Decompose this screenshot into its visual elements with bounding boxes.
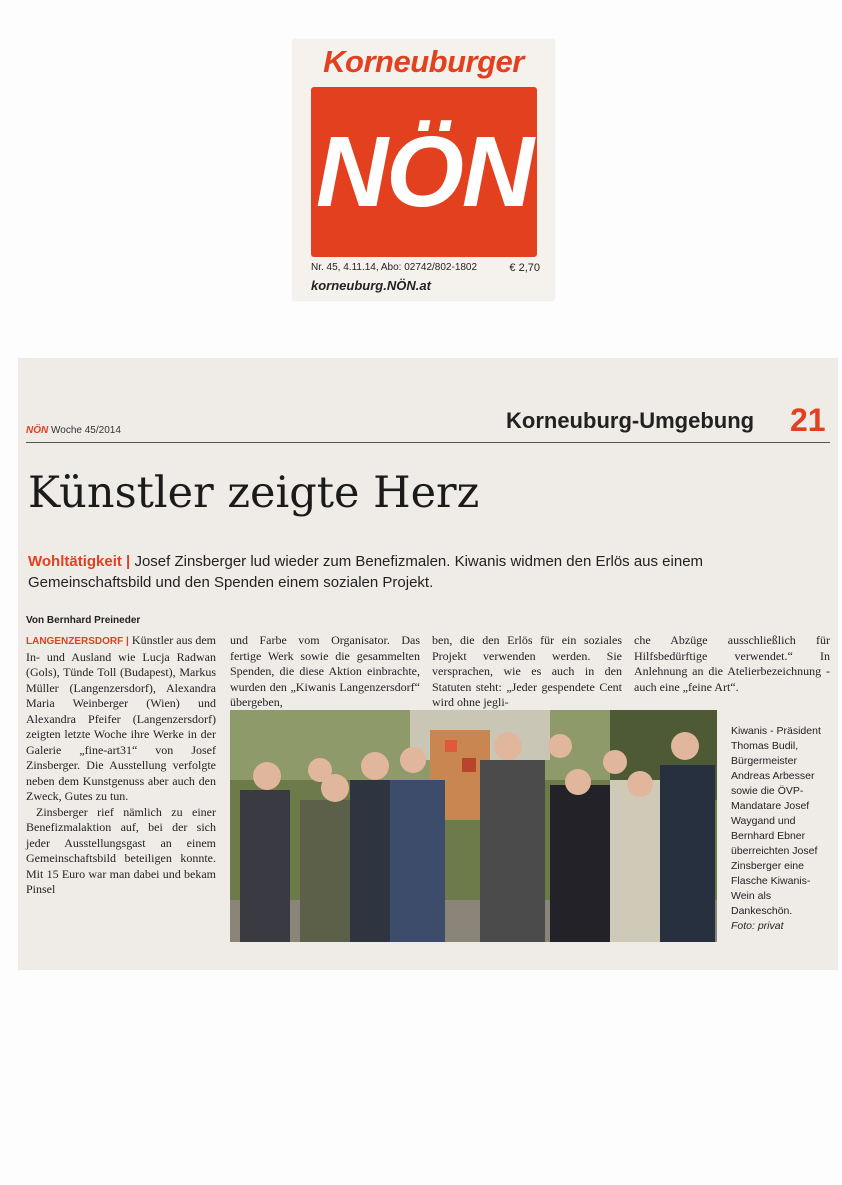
page-number: 21 xyxy=(790,402,826,438)
masthead xyxy=(293,40,554,300)
photo-caption xyxy=(731,724,823,934)
author-byline: Von Bernhard Preineder xyxy=(26,615,141,626)
kicker-label: Wohltätigkeit | xyxy=(28,553,131,570)
group-photo xyxy=(230,710,717,942)
column-1-paragraph-1: Künstler aus dem In- und Ausland wie Lucja Radwan (Gols), Tünde Toll (Budapest), Markus Müller (Langenzersdorf), Alexandra Maria Weinberger (Wien) und Alexandra Pfeifer (Langenzersdorf) zeigten letzte Woche ihre Werke in der Galerie „fine-art31“ von Josef Zinsberger. Die Ausstellung verfolgte neben dem Kunstgenuss aber auch den Zweck, Gutes zu tun. xyxy=(26,633,217,803)
masthead-city: Korneuburger xyxy=(323,44,524,79)
newspaper-clipping xyxy=(18,358,838,970)
article-column-3: ben, die den Erlös für ein soziales Projekt verwenden werden. Sie versprachen, wie es auch in den Statuten steht: „Jeder gespendete Cent wird ohne jegli- xyxy=(432,633,622,709)
caption-text: Kiwanis - Präsident Thomas Budil, Bürgermeister Andreas Arbesser sowie die ÖVP-Mandatare Josef Waygand und Bernhard Ebner überreichten Josef Zinsberger eine Flasche Kiwanis-Wein als Dankeschön. xyxy=(731,725,821,917)
brand-mark: NÖN xyxy=(26,425,49,436)
masthead-logo: NÖN xyxy=(311,87,537,257)
header-divider xyxy=(26,442,830,443)
photo-credit: Foto: privat xyxy=(731,920,784,932)
issue-info: Nr. 45, 4.11.14, Abo: 02742/802-1802 xyxy=(311,262,478,273)
article-kicker xyxy=(28,551,828,593)
price: € 2,70 xyxy=(509,262,540,274)
article-column-2: und Farbe vom Organisator. Das fertige Werk sowie die gesammelten Spenden, die diese Aktion einbrachte, wurden den „Kiwanis Langenzersdorf“ übergeben, xyxy=(230,633,420,709)
column-1-paragraph-2: Zinsberger rief nämlich zu einer Benefizmalaktion auf, bei der sich jeder Ausstellungsgast an einem Gemeinschaftsbild beteiligen konnte. Mit 15 Euro war man dabei und bekam Pinsel xyxy=(26,804,216,896)
section-title: Korneuburg-Umgebung xyxy=(506,408,755,433)
week-text: Woche 45/2014 xyxy=(51,425,121,436)
dateline: LANGENZERSDORF | xyxy=(26,636,129,647)
article-headline: Künstler zeigte Herz xyxy=(28,468,480,518)
article-column-1 xyxy=(26,633,216,898)
week-label xyxy=(26,425,121,436)
article-column-4: che Abzüge ausschließlich für Hilfsbedürftige verwendet.“ In Anlehnung an die Atelierbezeichnung - auch eine „feine Art“. xyxy=(634,633,830,694)
website-url: korneuburg.NÖN.at xyxy=(311,278,431,293)
kicker-text: Josef Zinsberger lud wieder zum Benefizmalen. Kiwanis widmen den Erlös aus einem Gemeinschaftsbild und den Spenden einem sozialen Projekt. xyxy=(28,553,704,591)
